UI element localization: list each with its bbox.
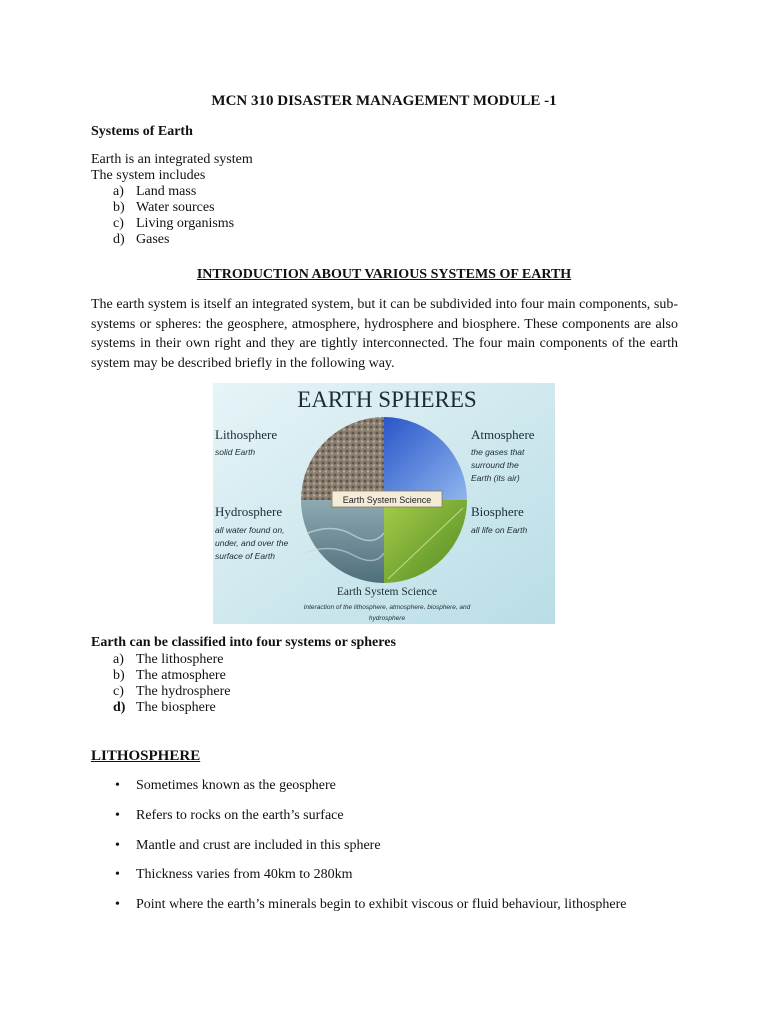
page-title: MCN 310 DISASTER MANAGEMENT MODULE -1 <box>211 93 557 109</box>
bullet: • <box>115 838 120 853</box>
list-item: c) The hydrosphere <box>113 684 231 699</box>
hydrosphere-desc-2: under, and over the <box>215 538 289 548</box>
intro-paragraph: The earth system is itself an integrated system, but it can be subdivided into four main components, sub-systems or spheres: the geosphere, atmosphere, hydrosphere and biosphere. These components are also systems in their own right and they are tightly interconnected. The four main components of the earth system may be described briefly in the following way. <box>91 297 678 371</box>
biosphere-label: Biosphere <box>471 504 524 519</box>
classify-list <box>113 652 230 716</box>
list-item: • Point where the earth’s minerals begin to exhibit viscous or fluid behaviour, lithosphere <box>115 897 627 912</box>
systems-line-1: Earth is an integrated system <box>91 152 253 167</box>
lithosphere-label: Lithosphere <box>215 427 278 442</box>
list-item: b) The atmosphere <box>113 668 226 683</box>
list-item: • Refers to rocks on the earth’s surface <box>115 808 344 823</box>
earth-spheres-figure <box>213 383 555 624</box>
list-item: • Mantle and crust are included in this sphere <box>115 838 381 853</box>
bullet: • <box>115 778 120 793</box>
biosphere-desc: all life on Earth <box>471 525 528 535</box>
list-item: • Sometimes known as the geosphere <box>115 778 336 793</box>
atmosphere-label: Atmosphere <box>471 427 535 442</box>
systems-heading: Systems of Earth <box>91 124 193 139</box>
list-item: d) The biosphere <box>113 700 216 715</box>
bullet: • <box>115 808 120 823</box>
figure-title: EARTH SPHERES <box>297 387 477 412</box>
list-item: b) Water sources <box>113 200 215 215</box>
bullet: • <box>115 867 120 882</box>
list-item: d) Gases <box>113 232 170 247</box>
figure-bottom-caption-1: Interaction of the lithosphere, atmosphere, biosphere, and <box>303 604 471 611</box>
figure-bottom-caption-2: hydrosphere <box>368 615 406 622</box>
lithosphere-desc: solid Earth <box>215 447 256 457</box>
hydrosphere-desc-3: surface of Earth <box>215 551 276 561</box>
classify-heading: Earth can be classified into four systems or spheres <box>91 635 396 650</box>
list-item: a) The lithosphere <box>113 652 224 667</box>
atmosphere-desc-2: surround the <box>471 460 519 470</box>
atmosphere-desc-3: Earth (its air) <box>471 473 520 483</box>
list-item: c) Living organisms <box>113 216 235 231</box>
intro-heading: INTRODUCTION ABOUT VARIOUS SYSTEMS OF EARTH <box>196 267 572 282</box>
figure-bottom-title: Earth System Science <box>336 586 438 598</box>
center-label: Earth System Science <box>342 495 432 505</box>
list-item: • Thickness varies from 40km to 280km <box>115 867 353 882</box>
lithosphere-heading: LITHOSPHERE <box>91 748 201 764</box>
hydrosphere-label: Hydrosphere <box>215 504 283 519</box>
spheres-circle <box>301 417 467 583</box>
bullet: • <box>115 897 120 912</box>
list-item: a) Land mass <box>113 184 197 199</box>
systems-line-2: The system includes <box>91 168 206 183</box>
hydrosphere-desc-1: all water found on, <box>215 525 285 535</box>
systems-list <box>113 184 234 248</box>
atmosphere-desc-1: the gases that <box>471 447 525 457</box>
